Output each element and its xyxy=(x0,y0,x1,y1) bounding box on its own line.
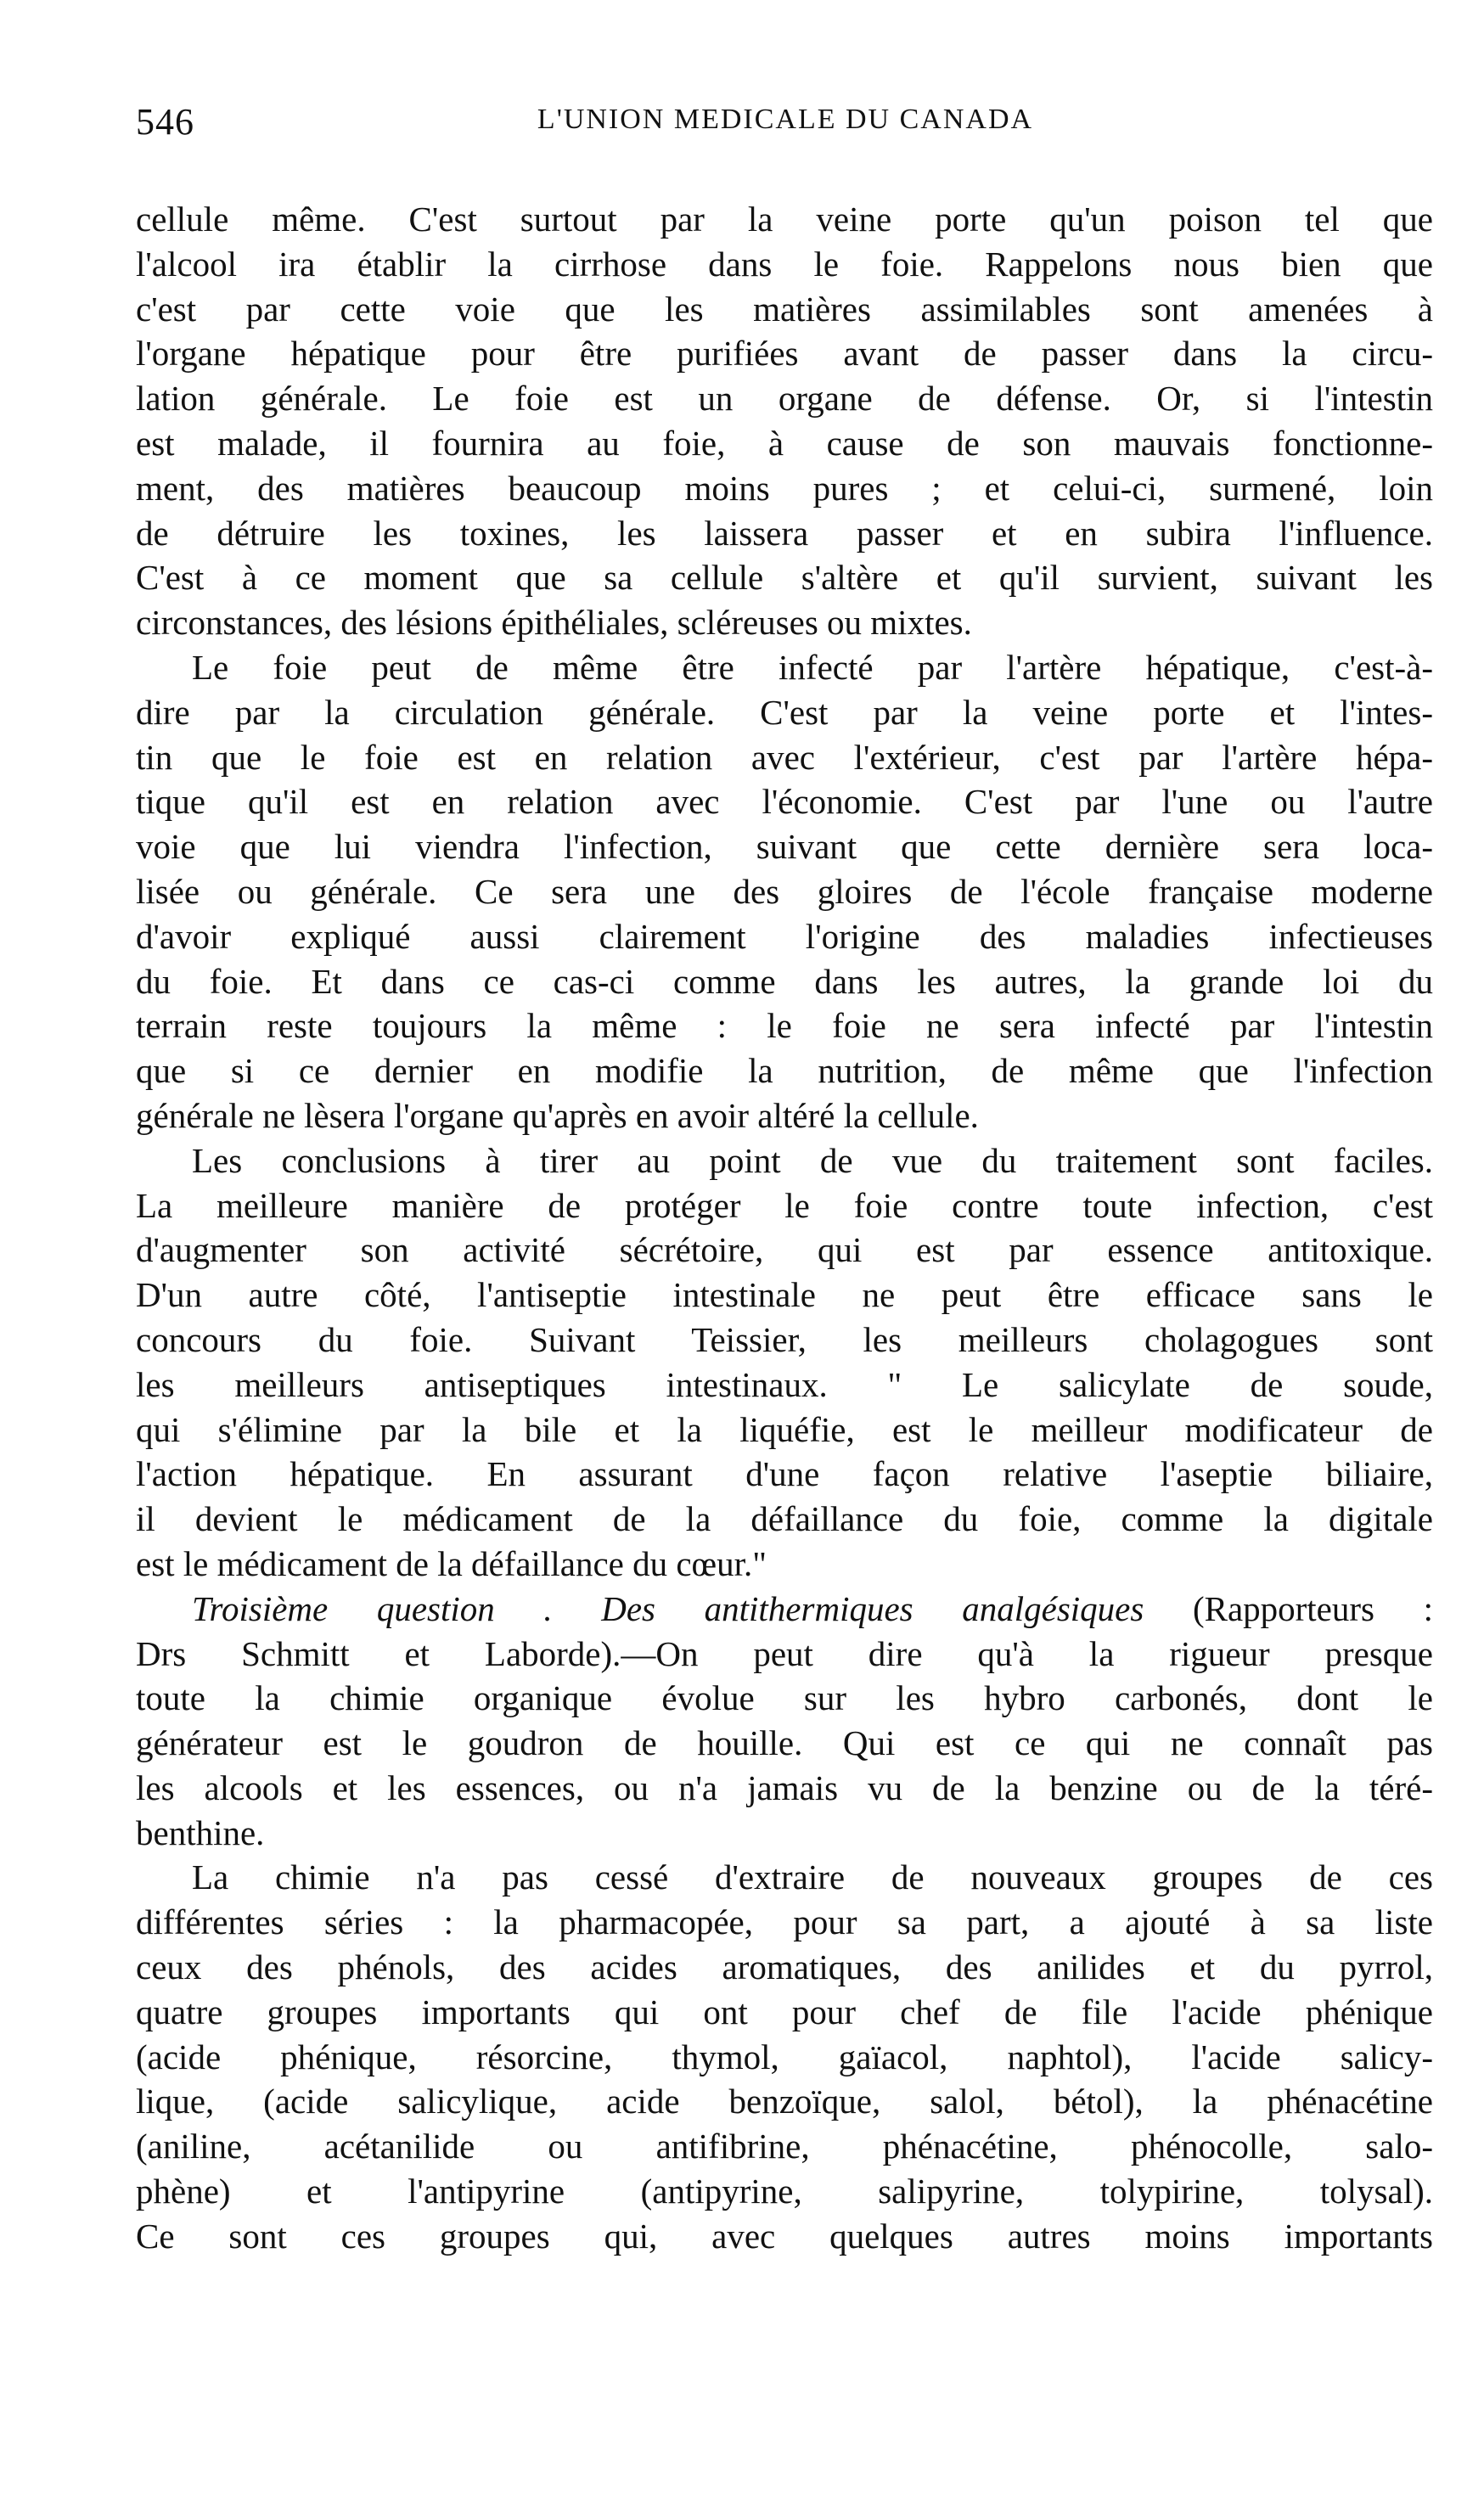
running-header xyxy=(136,100,1435,143)
text-line: ceux des phénols, des acides aromatiques, des anilides et du pyrrol, xyxy=(136,1947,1433,1987)
text-line: concours du foie. Suivant Teissier, les meilleurs cholagogues sont xyxy=(136,1319,1433,1359)
text-line: qui s'élimine par la bile et la liquéfie, est le meilleur modificateur de xyxy=(136,1409,1433,1449)
paragraph xyxy=(136,1587,1433,1856)
paragraph xyxy=(136,1138,1433,1587)
text-line: l'alcool ira établir la cirrhose dans le foie. Rappelons nous bien que xyxy=(136,244,1433,284)
text-line: d'avoir expliqué aussi clairement l'origine des maladies infectieuses xyxy=(136,916,1433,956)
text-line-content: (Rapporteurs : xyxy=(1144,1588,1433,1628)
text-line: générateur est le goudron de houille. Qui est ce qui ne connaît pas xyxy=(136,1723,1433,1763)
text-line: Ce sont ces groupes qui, avec quelques autres moins importants xyxy=(136,2216,1433,2256)
text-line: lisée ou générale. Ce sera une des gloires de l'école française moderne xyxy=(136,871,1433,911)
text-line: lique, (acide salicylique, acide benzoïque, salol, bétol), la phénacétine xyxy=(136,2082,1433,2121)
text-line: Le foie peut de même être infecté par l'artère hépatique, c'est-à- xyxy=(192,647,1433,687)
body-text xyxy=(136,197,1433,2259)
text-line: terrain reste toujours la même : le foie ne sera infecté par l'intestin xyxy=(136,1006,1433,1046)
text-line: générale ne lèsera l'organe qu'après en avoir altéré la cellule. xyxy=(136,1095,979,1135)
text-line: Les conclusions à tirer au point de vue du traitement sont faciles. xyxy=(192,1140,1433,1180)
text-line: phène) et l'antipyrine (antipyrine, salipyrine, tolypirine, tolysal). xyxy=(136,2172,1433,2211)
text-line: Drs Schmitt et Laborde).—On peut dire qu'à la rigueur presque xyxy=(136,1633,1433,1673)
text-line: D'un autre côté, l'antiseptie intestinale ne peut être efficace sans le xyxy=(136,1275,1433,1315)
text-line: différentes séries : la pharmacopée, pour sa part, a ajouté à sa liste xyxy=(136,1902,1433,1942)
text-line: La chimie n'a pas cessé d'extraire de nouveaux groupes de ces xyxy=(192,1857,1433,1897)
text-line: l'organe hépatique pour être purifiées avant de passer dans la circu- xyxy=(136,334,1433,374)
journal-title: L'UNION MEDICALE DU CANADA xyxy=(537,104,1034,135)
text-line: ment, des matières beaucoup moins pures ; et celui-ci, surmené, loin xyxy=(136,468,1433,508)
text-line: d'augmenter son activité sécrétoire, qui est par essence antitoxique. xyxy=(136,1230,1433,1270)
text-line: l'action hépatique. En assurant d'une façon relative l'aseptie biliaire, xyxy=(136,1454,1433,1494)
text-line: est le médicament de la défaillance du cœur." xyxy=(136,1543,767,1583)
text-line: tique qu'il est en relation avec l'économie. C'est par l'une ou l'autre xyxy=(136,782,1433,822)
text-line: benthine. xyxy=(136,1812,265,1852)
text-line: est malade, il fournira au foie, à cause de son mauvais fonctionne- xyxy=(136,423,1433,463)
text-line: il devient le médicament de la défaillance du foie, comme la digitale xyxy=(136,1499,1433,1539)
page-number: 546 xyxy=(136,101,194,143)
text-line: quatre groupes importants qui ont pour chef de file l'acide phénique xyxy=(136,1992,1433,2031)
text-line: du foie. Et dans ce cas-ci comme dans les autres, la grande loi du xyxy=(136,961,1433,1001)
text-line: voie que lui viendra l'infection, suivant que cette dernière sera loca- xyxy=(136,827,1433,867)
text-line: dire par la circulation générale. C'est par la veine porte et l'intes- xyxy=(136,692,1433,732)
text-line: les meilleurs antiseptiques intestinaux. " Le salicylate de soude, xyxy=(136,1364,1433,1404)
paragraph xyxy=(136,197,1433,645)
text-line: (acide phénique, résorcine, thymol, gaïacol, naphtol), l'acide salicy- xyxy=(136,2037,1433,2076)
text-line: de détruire les toxines, les laissera passer et en subira l'influence. xyxy=(136,513,1433,553)
text-line: (aniline, acétanilide ou antifibrine, phénacétine, phénocolle, salo- xyxy=(136,2127,1433,2166)
text-line: lation générale. Le foie est un organe de défense. Or, si l'intestin xyxy=(136,379,1433,419)
text-line: C'est à ce moment que sa cellule s'altère et qu'il survient, suivant les xyxy=(136,558,1433,598)
text-line: tin que le foie est en relation avec l'extérieur, c'est par l'artère hépa- xyxy=(136,737,1433,777)
text-line: c'est par cette voie que les matières assimilables sont amenées à xyxy=(136,289,1433,329)
text-line: toute la chimie organique évolue sur les hybro carbonés, dont le xyxy=(136,1678,1433,1718)
text-line xyxy=(136,1587,1433,1632)
text-line: cellule même. C'est surtout par la veine porte qu'un poison tel que xyxy=(136,199,1433,239)
text-line: circonstances, des lésions épithéliales, scléreuses ou mixtes. xyxy=(136,603,972,643)
paragraph xyxy=(136,1855,1433,2258)
text-line: que si ce dernier en modifie la nutrition, de même que l'infection xyxy=(136,1051,1433,1091)
text-line: les alcools et les essences, ou n'a jamais vu de la benzine ou de la téré- xyxy=(136,1767,1433,1807)
section-heading: Troisième question . Des antithermiques analgésiques xyxy=(192,1588,1144,1628)
paragraph xyxy=(136,645,1433,1138)
text-line: La meilleure manière de protéger le foie contre toute infection, c'est xyxy=(136,1185,1433,1225)
